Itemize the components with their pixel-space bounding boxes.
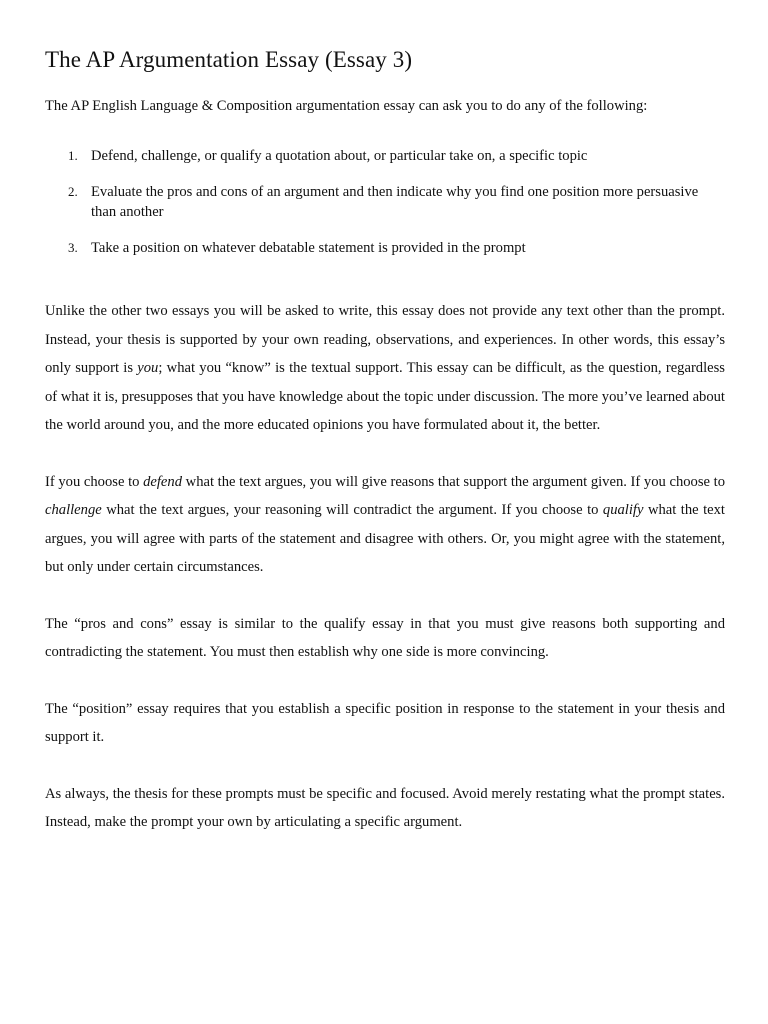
page-title: The AP Argumentation Essay (Essay 3) — [45, 47, 413, 72]
list-item-number: 2. — [68, 184, 78, 199]
text-run: what the text argues, you will agree with parts of the statement and disagree with others. Or, you might agree with the statement, but only under certain circumstances. — [45, 502, 725, 575]
emphasis-qualify: qualify — [602, 502, 644, 518]
list-item — [45, 182, 725, 222]
text-run: what the text argues, your reasoning will contradict the argument. If you choose to — [101, 502, 603, 518]
list-item-text: Defend, challenge, or qualify a quotation about, or particular take on, a specific topic — [91, 148, 588, 164]
list-item-text: Take a position on whatever debatable statement is provided in the prompt — [91, 240, 526, 256]
text-run: ; what you “know” is the textual support. This essay can be difficult, as the question, regardless of what it is, presupposes that you have knowledge about the topic under discussion. The more you’ve learned about the world around you, and the more educated opinions you have formulated about it, the better. — [45, 360, 725, 433]
text-run: what the text argues, you will give reasons that support the argument given. If you choose to — [182, 473, 725, 490]
essay-types-list — [45, 146, 725, 258]
list-item — [45, 238, 725, 258]
paragraph-position: The “position” essay requires that you establish a specific position in response to the statement in your thesis and support it. — [45, 700, 725, 745]
paragraph-thesis: As always, the thesis for these prompts must be specific and focused. Avoid merely restating what the prompt states. Instead, make the prompt your own by articulating a specific argument. — [45, 785, 725, 830]
emphasis-you: you — [137, 360, 159, 376]
list-item-number: 1. — [68, 148, 78, 163]
paragraph-support — [45, 297, 725, 440]
emphasis-challenge: challenge — [45, 502, 102, 518]
text-run: If you choose to — [45, 473, 144, 490]
list-item-number: 3. — [68, 240, 78, 255]
paragraph-pros-cons: The “pros and cons” essay is similar to the qualify essay in that you must give reasons both supporting and contradicting the statement. You must then establish why one side is more convincing. — [45, 615, 725, 660]
list-item-text: Evaluate the pros and cons of an argument and then indicate why you find one position more persuasive than another — [91, 184, 699, 220]
list-item — [45, 146, 725, 166]
text-run: Unlike the other two essays you will be asked to write, this essay does not provide any text other than the prompt. Instead, your thesis is supported by your own reading, observations, and experiences. In other words, this essay’s only support is — [45, 303, 725, 376]
paragraph-defend-challenge-qualify — [45, 468, 725, 582]
emphasis-defend: defend — [143, 473, 182, 490]
intro-paragraph: The AP English Language & Composition argumentation essay can ask you to do any of the following: — [45, 98, 648, 114]
document-page — [45, 42, 725, 837]
